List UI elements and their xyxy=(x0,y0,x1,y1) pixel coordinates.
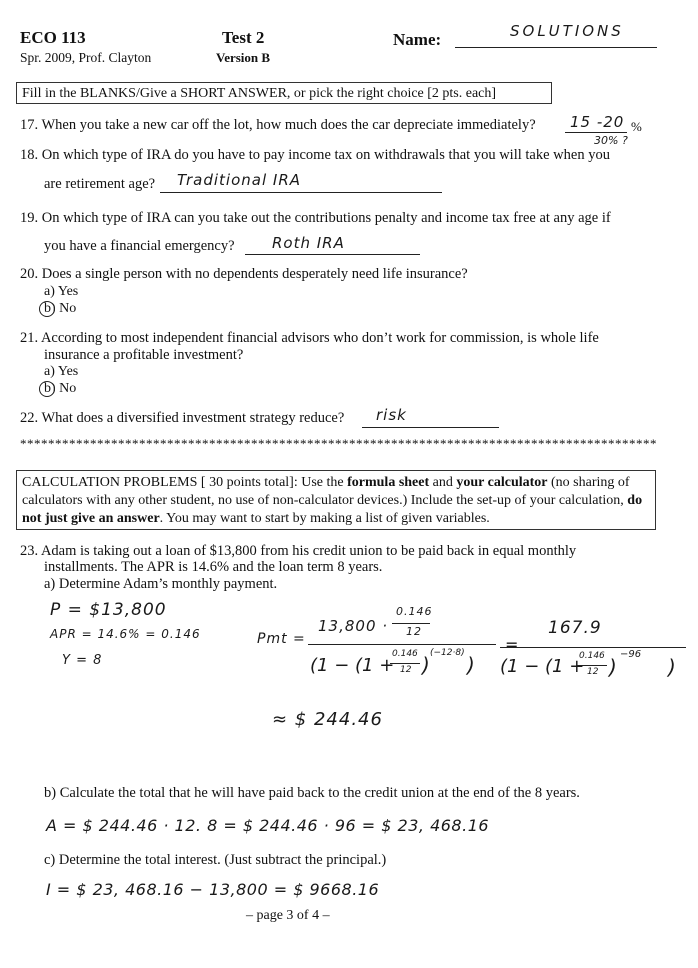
question-20: 20. Does a single person with no dependents desperately need life insurance? xyxy=(20,266,468,282)
question-23-part-b: b) Calculate the total that he will have paid back to the credit union at the end of the 8 years. xyxy=(44,785,580,801)
denominator1-rate-bottom: 12 xyxy=(400,665,412,675)
test-title: Test 2 xyxy=(222,28,265,47)
numerator1-rate-top: 0.146 xyxy=(396,605,433,618)
instructions-box-fill-in xyxy=(16,82,552,104)
test-version: Version B xyxy=(216,50,271,65)
name-label: Name: xyxy=(393,30,442,49)
denominator2-rate-bottom: 12 xyxy=(587,667,599,677)
section-divider-stars: ******************************************************************************************* xyxy=(20,436,657,451)
q20-option-b: b) No xyxy=(44,301,77,316)
course-code: ECO 113 xyxy=(20,28,86,47)
name-underline xyxy=(455,46,657,48)
calc-instr-post2: . You may want to start by making a list of given variables. xyxy=(159,511,490,526)
denominator2-rate-top: 0.146 xyxy=(579,651,605,661)
calc-instr-bold-no-answer: do not just give an answer xyxy=(22,493,643,526)
denominator2-start: (1 − (1 + xyxy=(500,656,585,677)
given-years: Y = 8 xyxy=(62,653,103,668)
pmt-label: Pmt = xyxy=(257,631,306,647)
q21-selected-circle xyxy=(39,381,55,397)
calc-instr-bold-calculator: your calculator xyxy=(456,475,548,490)
denominator2-rate-bar xyxy=(577,664,607,666)
denominator2-close-outer: ) xyxy=(668,655,676,679)
calc-instr-pre: CALCULATION PROBLEMS [ 30 points total]: Use the xyxy=(22,475,348,490)
question-19-line1: 19. On which type of IRA can you take out the contributions penalty and income tax free at any age if xyxy=(20,210,611,226)
part-b-work: A = $ 244.46 · 12. 8 = $ 244.46 · 96 = $ 23, 468.16 xyxy=(46,816,490,835)
question-23-line1: 23. Adam is taking out a loan of $13,800 from his credit union to be paid back in equal monthly xyxy=(20,543,577,559)
calc-instr-bold-formula-sheet: formula sheet xyxy=(347,475,430,490)
answer-18: Traditional IRA xyxy=(177,171,302,189)
answer-17-note: 30% ? xyxy=(594,134,628,147)
part-c-work: I = $ 23, 468.16 − 13,800 = $ 9668.16 xyxy=(46,880,380,899)
answer-17-unit: % xyxy=(631,119,642,134)
payment-result: ≈ $ 244.46 xyxy=(272,709,383,730)
question-17: 17. When you take a new car off the lot, how much does the car depreciate immediately? xyxy=(20,117,536,133)
instructions-text: Fill in the BLANKS/Give a SHORT ANSWER, or pick the right choice [2 pts. each] xyxy=(22,86,497,101)
question-19-line2: you have a financial emergency? xyxy=(44,238,235,254)
calc-instr-post1: (no sharing of calculators with any other student, no use of non-calculator devices.) Include the set-up of your calculation, xyxy=(22,475,630,508)
question-21-line2: insurance a profitable investment? xyxy=(44,347,244,363)
answer-17: 15 -20 xyxy=(570,113,625,131)
q20-selected-circle xyxy=(39,301,55,317)
denominator2-exponent: −96 xyxy=(620,649,642,660)
question-18-line1: 18. On which type of IRA do you have to pay income tax on withdrawals that you will take when you xyxy=(20,147,610,163)
denominator1-close-outer: ) xyxy=(467,653,475,677)
denominator1-start: (1 − (1 + xyxy=(310,655,395,676)
name-value: SOLUTIONS xyxy=(510,22,624,40)
denominator1-exponent: (−12·8) xyxy=(430,648,465,658)
question-23-part-c: c) Determine the total interest. (Just subtract the principal.) xyxy=(44,852,387,868)
semester-instructor: Spr. 2009, Prof. Clayton xyxy=(20,50,152,65)
numerator1-rate-bar xyxy=(392,622,430,624)
fraction2-bar xyxy=(500,646,686,648)
q20-option-a: a) Yes xyxy=(44,284,79,299)
question-21-line1: 21. According to most independent financial advisors who don’t work for commission, is whole life xyxy=(20,330,599,346)
q21-option-a: a) Yes xyxy=(44,364,79,379)
answer-line-17 xyxy=(565,131,627,133)
answer-19: Roth IRA xyxy=(272,234,345,252)
q21-option-b: b) No xyxy=(44,381,77,396)
given-principal: P = $13,800 xyxy=(50,600,167,620)
denominator1-rate-bar xyxy=(390,662,420,664)
answer-22: risk xyxy=(376,406,407,424)
denominator1-rate-top: 0.146 xyxy=(392,649,418,659)
numerator1-principal: 13,800 · xyxy=(318,617,389,635)
given-apr: APR = 14.6% = 0.146 xyxy=(50,627,201,641)
question-23-line2: installments. The APR is 14.6% and the loan term 8 years. xyxy=(44,559,383,575)
numerator2: 167.9 xyxy=(548,618,602,638)
denominator1-close-inner: ) xyxy=(422,653,430,677)
answer-line-18 xyxy=(160,191,442,193)
question-22: 22. What does a diversified investment strategy reduce? xyxy=(20,410,345,426)
denominator2-close-inner: ) xyxy=(609,655,617,679)
question-23-part-a: a) Determine Adam’s monthly payment. xyxy=(44,576,278,592)
instructions-box-calculation xyxy=(16,470,656,530)
question-18-line2: are retirement age? xyxy=(44,176,156,192)
numerator1-rate-bottom: 12 xyxy=(406,625,422,638)
answer-line-19 xyxy=(245,253,420,255)
answer-line-22 xyxy=(362,426,499,428)
calc-instr-mid: and xyxy=(429,475,457,490)
page-number: – page 3 of 4 – xyxy=(246,908,330,923)
equals-sign: = xyxy=(505,635,520,654)
fraction1-bar xyxy=(308,643,496,645)
